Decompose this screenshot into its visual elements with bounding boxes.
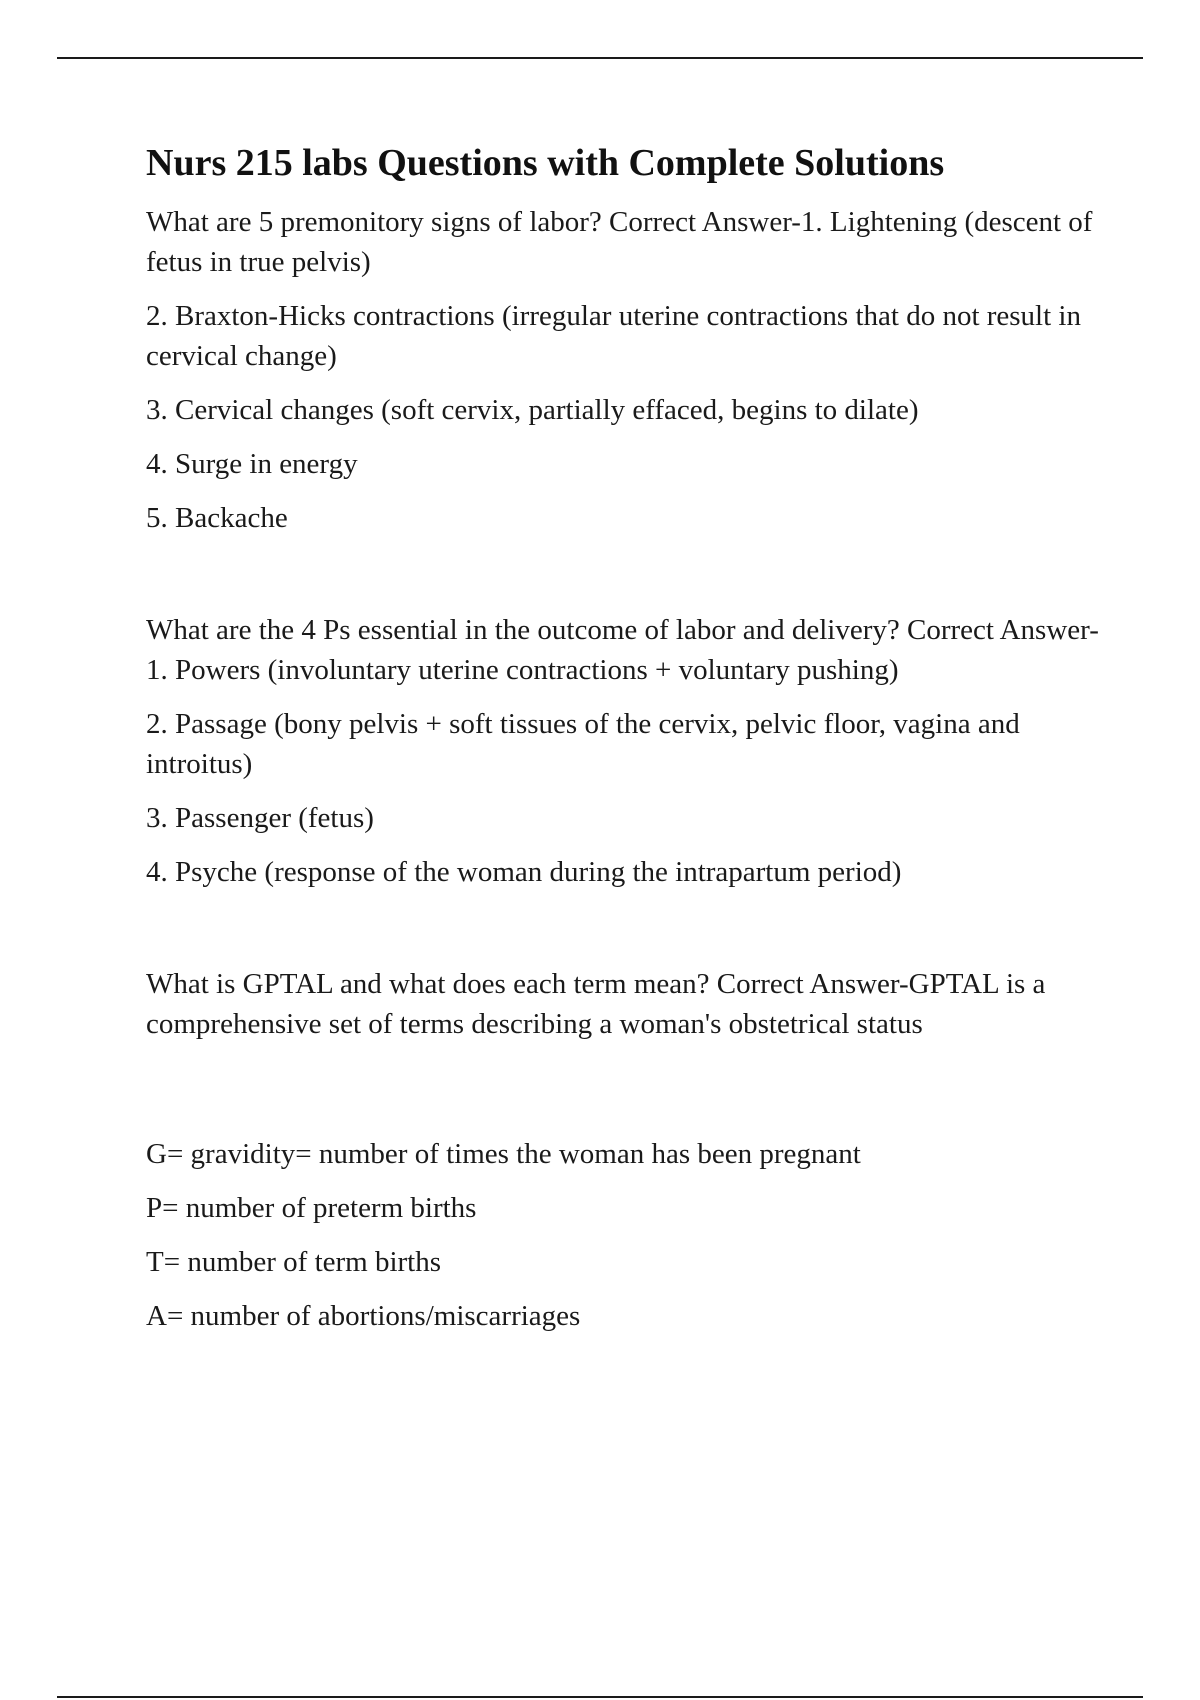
answer-1-item-3: 3. Cervical changes (soft cervix, partially effaced, begins to dilate) [146,393,919,426]
answer-1-item-4: 4. Surge in energy [146,447,358,480]
question-3: What is GPTAL and what does each term mean? Correct Answer-GPTAL is a comprehensive set of terms describing a woman's obstetrical status [146,967,1046,1040]
answer-1-item-5: 5. Backache [146,501,288,534]
answer-2-item-3: 3. Passenger (fetus) [146,801,374,834]
answer-1-item-2: 2. Braxton-Hicks contractions (irregular uterine contractions that do not result in cervical change) [146,299,1081,372]
question-1: What are 5 premonitory signs of labor? Correct Answer-1. Lightening (descent of fetus in true pelvis) [146,205,1093,278]
gptal-p: P= number of preterm births [146,1191,477,1224]
document-body [146,140,1106,1350]
footer-rule [57,1696,1143,1698]
gptal-g: G= gravidity= number of times the woman has been pregnant [146,1137,861,1170]
question-2: What are the 4 Ps essential in the outcome of labor and delivery? Correct Answer-1. Powers (involuntary uterine contractions + voluntary pushing) [146,613,1099,686]
gptal-a: A= number of abortions/miscarriages [146,1299,581,1332]
answer-2-item-2: 2. Passage (bony pelvis + soft tissues of the cervix, pelvic floor, vagina and introitus) [146,707,1020,780]
gptal-t: T= number of term births [146,1245,442,1278]
header-rule [57,57,1143,59]
answer-2-item-4: 4. Psyche (response of the woman during the intrapartum period) [146,855,902,888]
page-title: Nurs 215 labs Questions with Complete Solutions [146,142,945,184]
